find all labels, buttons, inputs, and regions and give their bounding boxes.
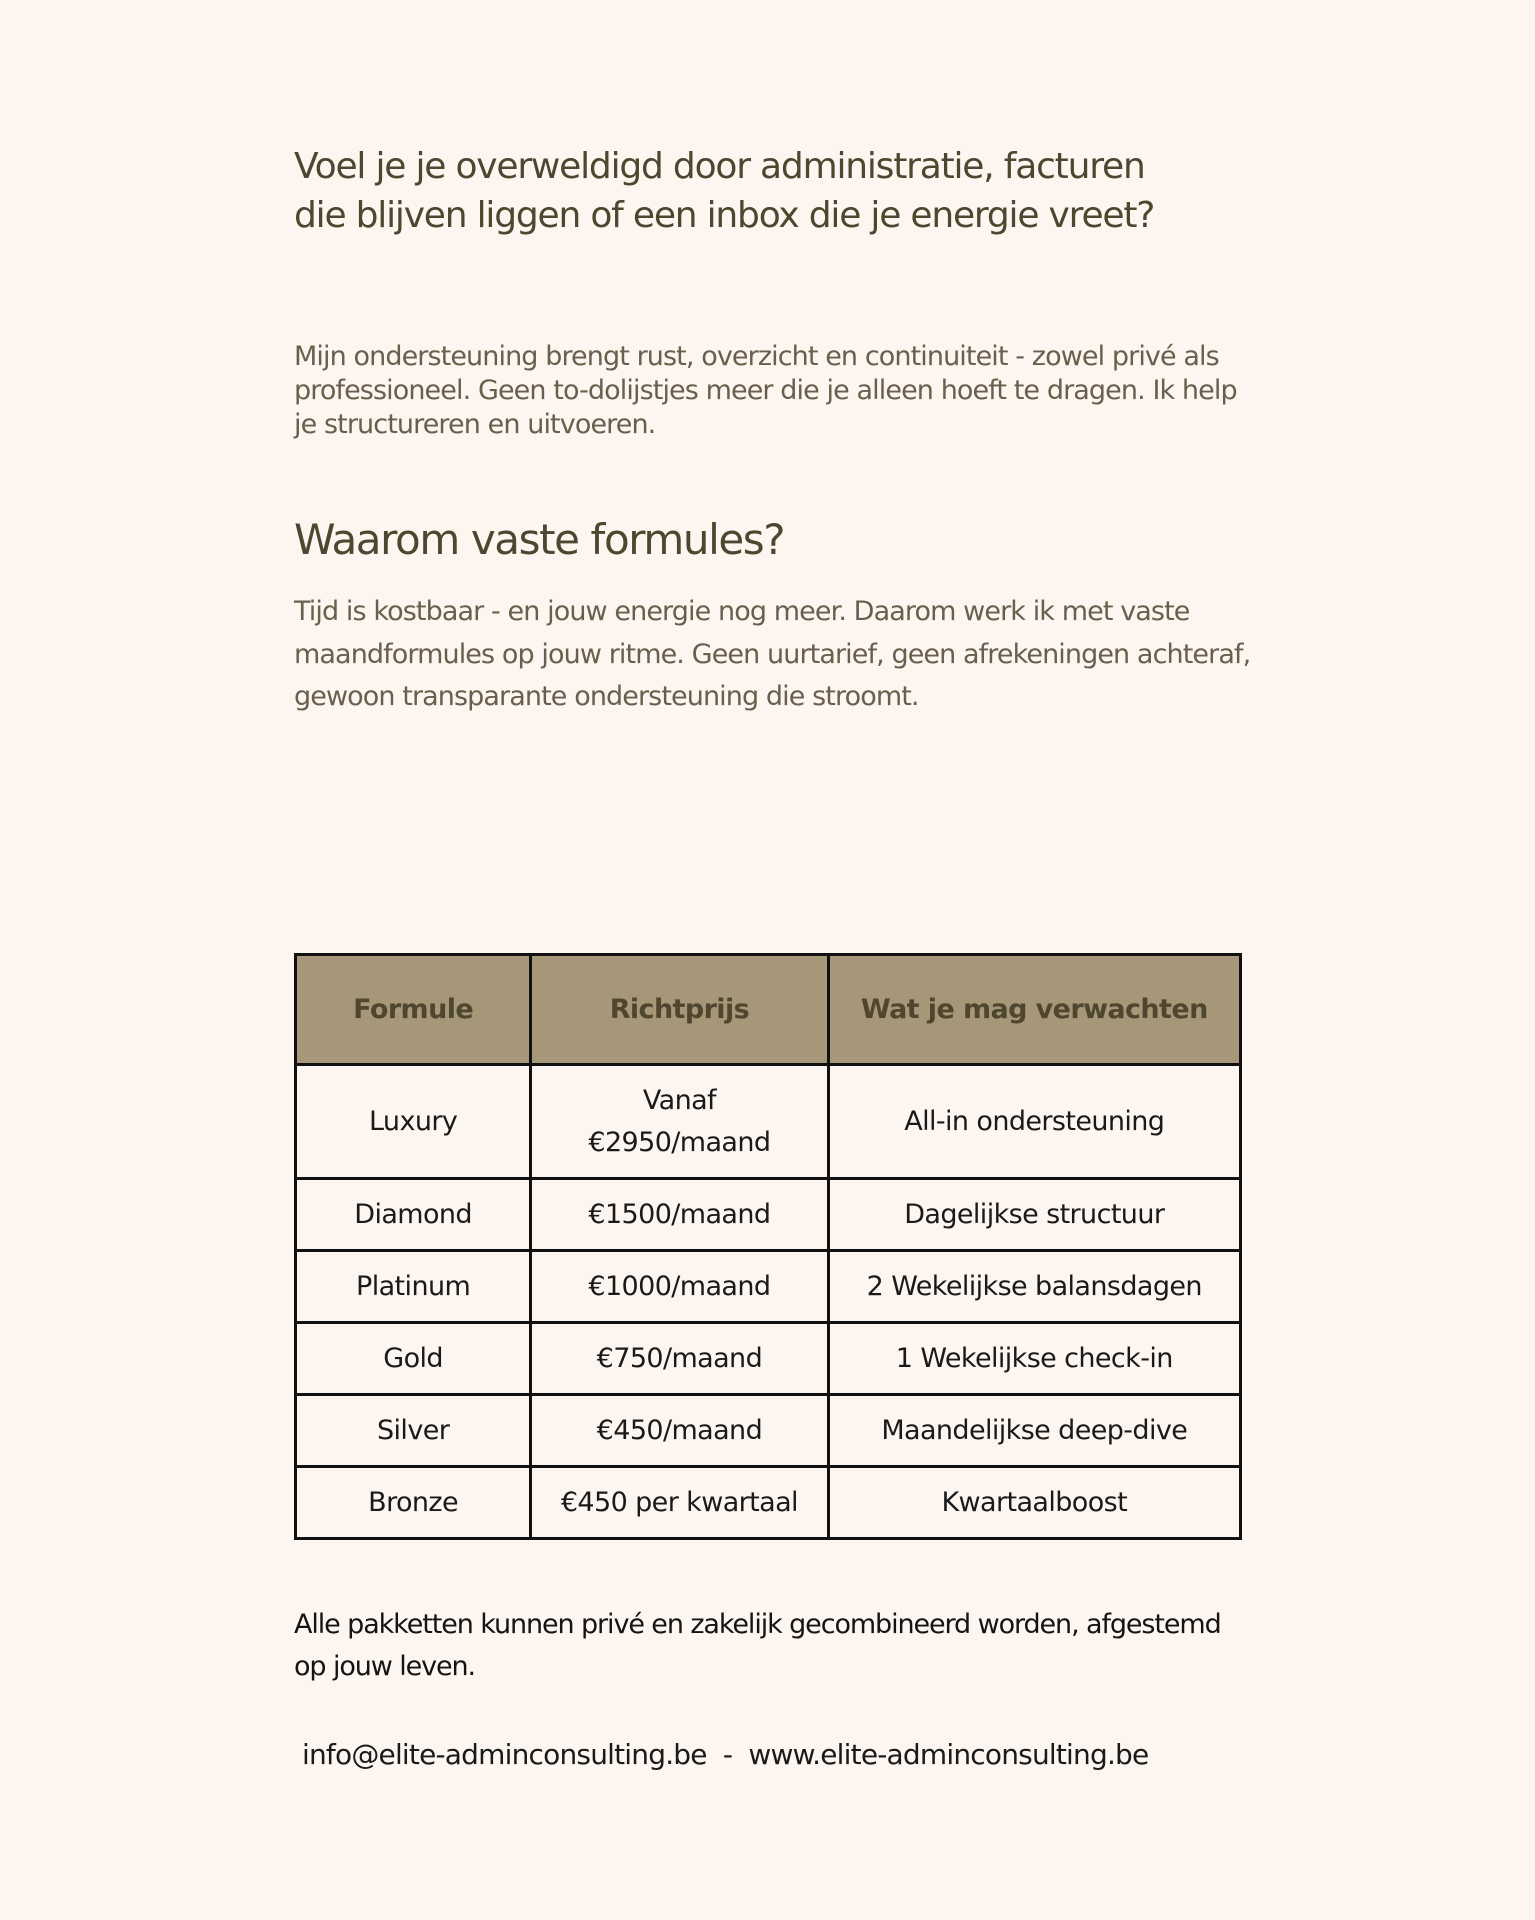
website-link[interactable]: www.elite-adminconsulting.be <box>748 1738 1149 1771</box>
cell-prijs: €1500/maand <box>531 1179 828 1251</box>
table-row <box>296 1179 1241 1251</box>
cell-prijs: €450/maand <box>531 1395 828 1467</box>
section-paragraph: Tijd is kostbaar - en jouw energie nog meer. Daarom werk ik met vaste maandformules op jouw ritme. Geen uurtarief, geen afrekeningen achteraf, gewoon transparante ondersteuning die stroomt. <box>294 596 1251 712</box>
cell-prijs-text: Vanaf €2950/maand <box>588 1084 771 1158</box>
header-richtprijs: Richtprijs <box>531 955 828 1065</box>
cell-wat: Dagelijkse structuur <box>828 1179 1240 1251</box>
cell-formule: Platinum <box>296 1251 531 1323</box>
pricing-table <box>294 953 1242 1540</box>
cell-wat: 2 Wekelijkse balansdagen <box>828 1251 1240 1323</box>
cell-formule: Bronze <box>296 1467 531 1539</box>
cell-formule: Diamond <box>296 1179 531 1251</box>
table-row <box>296 1323 1241 1395</box>
table-row <box>296 1065 1241 1179</box>
header-formule: Formule <box>296 955 531 1065</box>
email-link[interactable]: info@elite-adminconsulting.be <box>302 1738 707 1771</box>
table-header-row <box>296 955 1241 1065</box>
footnote: Alle pakketten kunnen privé en zakelijk gecombineerd worden, afgestemd op jouw leven. <box>294 1609 1221 1682</box>
cell-prijs <box>531 1065 828 1179</box>
cell-prijs: €1000/maand <box>531 1251 828 1323</box>
contact-line <box>302 1735 1262 1775</box>
section-heading: Waarom vaste formules? <box>294 515 785 564</box>
cell-formule: Gold <box>296 1323 531 1395</box>
contact-separator: - <box>706 1738 749 1771</box>
table-row <box>296 1395 1241 1467</box>
cell-wat: Maandelijkse deep-dive <box>828 1395 1240 1467</box>
intro-paragraph: Mijn ondersteuning brengt rust, overzicht en continuiteit - zowel privé als professioneel. Geen to-dolijstjes meer die je alleen hoeft te dragen. Ik help je structureren en uitvoeren. <box>294 341 1237 440</box>
intro-heading: Voel je je overweldigd door administratie, facturen die blijven liggen of een inbox die je energie vreet? <box>294 146 1155 236</box>
cell-prijs: €750/maand <box>531 1323 828 1395</box>
cell-formule: Silver <box>296 1395 531 1467</box>
cell-wat: 1 Wekelijkse check-in <box>828 1323 1240 1395</box>
table-row <box>296 1251 1241 1323</box>
header-verwachten: Wat je mag verwachten <box>828 955 1240 1065</box>
cell-prijs: €450 per kwartaal <box>531 1467 828 1539</box>
table-row <box>296 1467 1241 1539</box>
cell-wat: Kwartaalboost <box>828 1467 1240 1539</box>
cell-wat: All-in ondersteuning <box>828 1065 1240 1179</box>
cell-formule: Luxury <box>296 1065 531 1179</box>
